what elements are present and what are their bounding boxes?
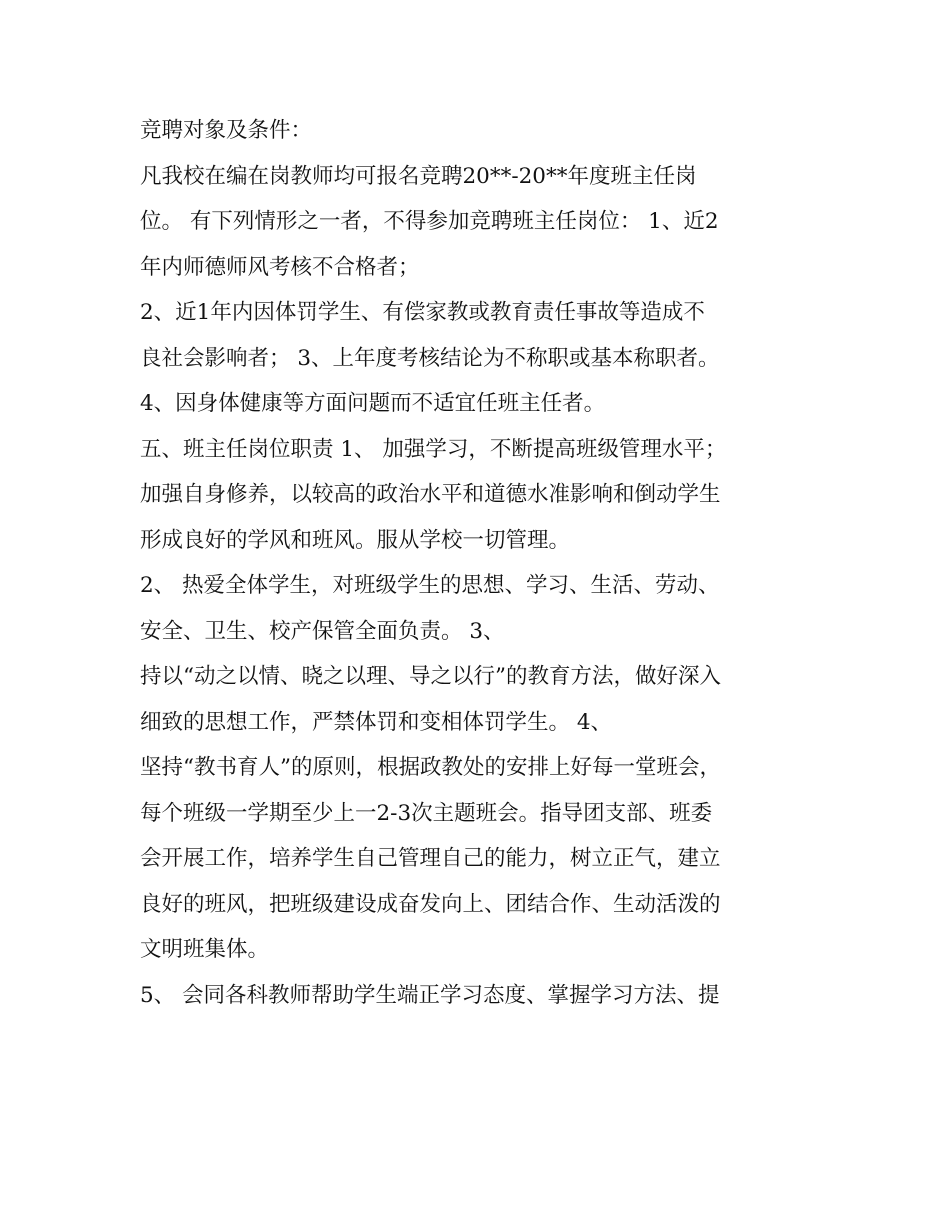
text-line: 持以“动之以情、晓之以理、导之以行”的教育方法，做好深入 (140, 664, 721, 689)
text-line: 良社会影响者； 3、上年度考核结论为不称职或基本称职者。 (140, 345, 720, 371)
text-line: 4、因身体健康等方面问题而不适宜任班主任者。 (140, 391, 606, 416)
text-line: 文明班集体。 (140, 937, 270, 962)
text-line: 坚持“教书育人”的原则，根据政教处的安排上好每一堂班会， (140, 755, 721, 780)
text-line: 2、近1年内因体罚学生、有偿家教或教育责任事故等造成不 (140, 300, 705, 325)
text-line: 2、 热爱全体学生，对班级学生的思想、学习、生活、劳动、 (140, 573, 720, 598)
text-line: 安全、卫生、校产保管全面负责。 3、 (140, 618, 505, 644)
text-line: 细致的思想工作，严禁体罚和变相体罚学生。 4、 (140, 709, 613, 735)
text-line: 良好的班风，把班级建设成奋发向上、团结合作、生动活泼的 (140, 891, 721, 917)
document-body (140, 108, 820, 1018)
text-line: 位。 有下列情形之一者，不得参加竞聘班主任岗位： 1、近2 (140, 209, 719, 234)
text-line: 五、班主任岗位职责 1、 加强学习，不断提高班级管理水平； (140, 436, 727, 462)
text-line: 会开展工作，培养学生自己管理自己的能力，树立正气，建立 (140, 846, 721, 871)
text-line: 竞聘对象及条件： (140, 118, 313, 143)
text-line: 凡我校在编在岗教师均可报名竞聘20**-20**年度班主任岗 (140, 163, 697, 189)
text-line: 形成良好的学风和班风。服从学校一切管理。 (140, 527, 571, 553)
text-line: 加强自身修养，以较高的政治水平和道德水准影响和倒动学生 (140, 482, 721, 507)
text-line: 5、 会同各科教师帮助学生端正学习态度、掌握学习方法、提 (140, 982, 720, 1008)
text-line: 年内师德师风考核不合格者； (140, 254, 420, 280)
text-line: 每个班级一学期至少上一2-3次主题班会。指导团支部、班委 (140, 800, 713, 826)
